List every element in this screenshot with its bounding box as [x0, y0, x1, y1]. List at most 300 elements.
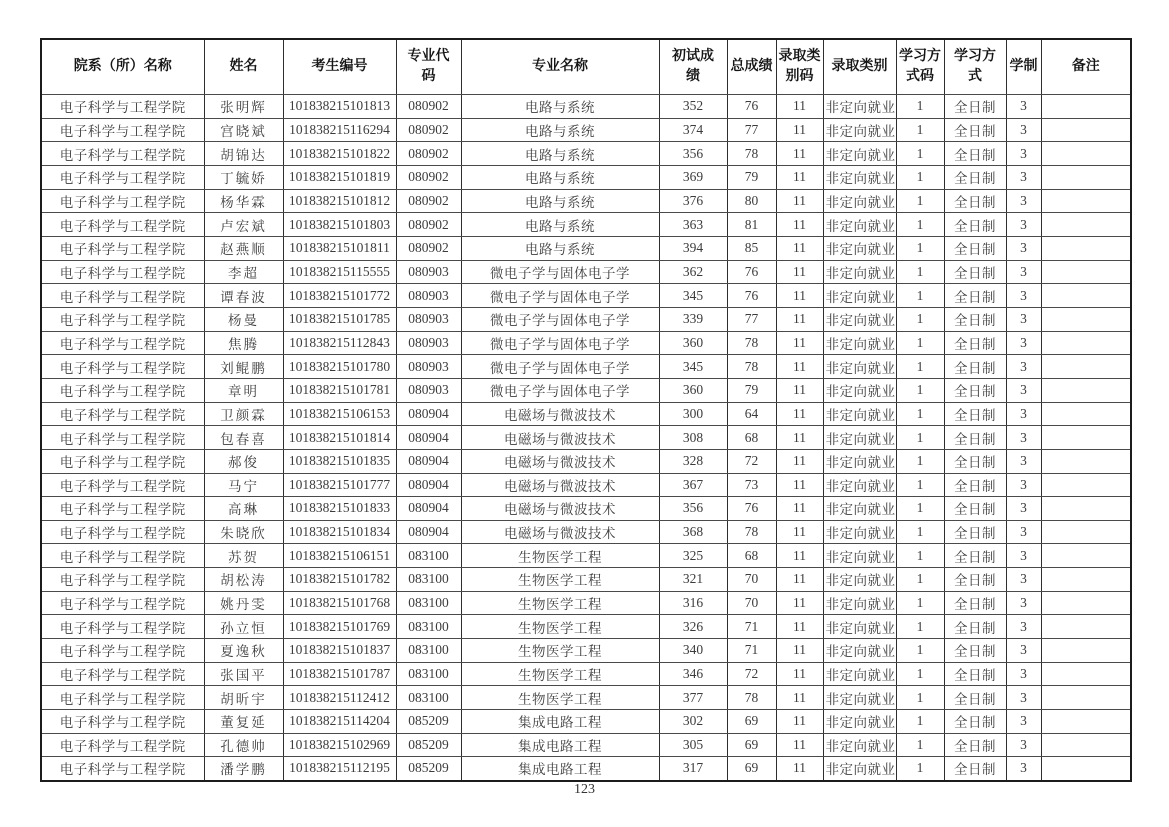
table-cell: 394	[659, 236, 727, 260]
table-cell: 64	[727, 402, 776, 426]
table-cell: 全日制	[944, 236, 1006, 260]
table-row	[41, 686, 1131, 710]
table-cell: 焦腾	[204, 331, 283, 355]
table-cell	[1041, 402, 1131, 426]
table-cell	[1041, 213, 1131, 237]
table-cell: 78	[727, 142, 776, 166]
table-row	[41, 378, 1131, 402]
table-cell: 1	[896, 757, 944, 781]
table-row	[41, 615, 1131, 639]
table-cell	[1041, 118, 1131, 142]
table-cell: 080902	[396, 213, 461, 237]
table-cell: 电路与系统	[461, 165, 659, 189]
table-cell: 电子科学与工程学院	[41, 213, 204, 237]
table-cell: 11	[776, 473, 823, 497]
table-cell: 苏贺	[204, 544, 283, 568]
table-row	[41, 591, 1131, 615]
table-cell: 非定向就业	[823, 544, 896, 568]
table-cell: 083100	[396, 662, 461, 686]
table-cell: 电路与系统	[461, 213, 659, 237]
column-header: 学习方式	[944, 39, 1006, 95]
table-cell: 1	[896, 142, 944, 166]
table-cell: 全日制	[944, 615, 1006, 639]
table-cell: 全日制	[944, 710, 1006, 734]
table-cell: 孔德帅	[204, 733, 283, 757]
table-cell: 101838215102969	[283, 733, 396, 757]
table-cell: 1	[896, 591, 944, 615]
table-cell	[1041, 520, 1131, 544]
table-cell: 电子科学与工程学院	[41, 165, 204, 189]
table-cell: 78	[727, 331, 776, 355]
table-cell: 11	[776, 544, 823, 568]
table-cell: 11	[776, 591, 823, 615]
table-cell: 3	[1006, 355, 1041, 379]
table-cell: 非定向就业	[823, 615, 896, 639]
table-cell: 电子科学与工程学院	[41, 568, 204, 592]
table-cell: 080902	[396, 95, 461, 119]
table-cell: 非定向就业	[823, 213, 896, 237]
table-cell: 080902	[396, 165, 461, 189]
table-cell: 电子科学与工程学院	[41, 591, 204, 615]
table-cell: 080904	[396, 449, 461, 473]
table-cell: 080902	[396, 236, 461, 260]
table-cell: 1	[896, 165, 944, 189]
table-cell: 全日制	[944, 189, 1006, 213]
table-cell: 电磁场与微波技术	[461, 497, 659, 521]
table-cell: 101838215112195	[283, 757, 396, 781]
table-cell: 101838215116294	[283, 118, 396, 142]
table-cell: 1	[896, 544, 944, 568]
table-cell: 3	[1006, 307, 1041, 331]
table-row	[41, 331, 1131, 355]
table-cell: 085209	[396, 710, 461, 734]
table-cell: 11	[776, 615, 823, 639]
table-cell: 全日制	[944, 568, 1006, 592]
table-cell: 11	[776, 331, 823, 355]
table-cell: 11	[776, 520, 823, 544]
table-cell: 76	[727, 284, 776, 308]
table-cell: 70	[727, 591, 776, 615]
table-cell: 11	[776, 426, 823, 450]
table-cell: 362	[659, 260, 727, 284]
table-cell: 微电子学与固体电子学	[461, 378, 659, 402]
table-cell: 杨华霖	[204, 189, 283, 213]
table-cell: 11	[776, 733, 823, 757]
table-cell: 1	[896, 378, 944, 402]
table-cell	[1041, 307, 1131, 331]
table-cell: 电磁场与微波技术	[461, 473, 659, 497]
table-cell: 101838215101781	[283, 378, 396, 402]
table-cell: 电路与系统	[461, 118, 659, 142]
table-cell: 11	[776, 165, 823, 189]
table-cell: 电子科学与工程学院	[41, 378, 204, 402]
table-cell: 电子科学与工程学院	[41, 733, 204, 757]
table-cell: 全日制	[944, 757, 1006, 781]
table-cell: 电子科学与工程学院	[41, 473, 204, 497]
table-cell: 非定向就业	[823, 142, 896, 166]
table-cell: 全日制	[944, 284, 1006, 308]
table-cell: 3	[1006, 284, 1041, 308]
table-cell: 全日制	[944, 331, 1006, 355]
table-cell: 377	[659, 686, 727, 710]
table-cell: 1	[896, 686, 944, 710]
table-cell: 72	[727, 449, 776, 473]
table-cell: 326	[659, 615, 727, 639]
table-cell: 夏逸秋	[204, 639, 283, 663]
table-cell: 张明辉	[204, 95, 283, 119]
table-cell	[1041, 355, 1131, 379]
table-cell: 3	[1006, 331, 1041, 355]
table-row	[41, 733, 1131, 757]
table-cell: 101838215101772	[283, 284, 396, 308]
table-row	[41, 307, 1131, 331]
table-cell: 1	[896, 260, 944, 284]
table-cell: 非定向就业	[823, 757, 896, 781]
table-cell: 328	[659, 449, 727, 473]
table-cell: 非定向就业	[823, 497, 896, 521]
table-cell: 微电子学与固体电子学	[461, 355, 659, 379]
table-cell: 3	[1006, 189, 1041, 213]
table-cell: 非定向就业	[823, 520, 896, 544]
table-cell: 3	[1006, 378, 1041, 402]
table-cell: 352	[659, 95, 727, 119]
table-row	[41, 142, 1131, 166]
table-cell: 3	[1006, 142, 1041, 166]
table-cell: 电路与系统	[461, 142, 659, 166]
table-cell: 345	[659, 284, 727, 308]
table-cell: 电子科学与工程学院	[41, 544, 204, 568]
table-cell: 电子科学与工程学院	[41, 710, 204, 734]
table-cell: 全日制	[944, 95, 1006, 119]
table-cell: 刘鲲鹏	[204, 355, 283, 379]
table-cell: 316	[659, 591, 727, 615]
table-cell: 1	[896, 520, 944, 544]
table-cell: 3	[1006, 95, 1041, 119]
table-cell: 潘学鹏	[204, 757, 283, 781]
table-cell: 3	[1006, 497, 1041, 521]
table-cell: 全日制	[944, 426, 1006, 450]
table-row	[41, 710, 1131, 734]
table-cell: 非定向就业	[823, 568, 896, 592]
table-cell: 全日制	[944, 639, 1006, 663]
table-cell: 3	[1006, 686, 1041, 710]
table-row	[41, 402, 1131, 426]
table-cell: 电子科学与工程学院	[41, 426, 204, 450]
table-cell: 11	[776, 355, 823, 379]
table-cell: 电子科学与工程学院	[41, 95, 204, 119]
table-row	[41, 639, 1131, 663]
table-cell: 非定向就业	[823, 378, 896, 402]
table-cell: 全日制	[944, 497, 1006, 521]
table-cell: 76	[727, 497, 776, 521]
table-cell: 非定向就业	[823, 733, 896, 757]
table-cell: 11	[776, 142, 823, 166]
table-cell: 356	[659, 142, 727, 166]
table-cell: 卢宏斌	[204, 213, 283, 237]
table-cell: 11	[776, 449, 823, 473]
table-cell: 3	[1006, 213, 1041, 237]
table-cell: 3	[1006, 591, 1041, 615]
table-row	[41, 568, 1131, 592]
table-cell: 101838215101787	[283, 662, 396, 686]
table-cell: 080903	[396, 284, 461, 308]
table-cell: 1	[896, 213, 944, 237]
table-cell: 3	[1006, 639, 1041, 663]
table-cell: 生物医学工程	[461, 591, 659, 615]
table-cell: 全日制	[944, 520, 1006, 544]
table-cell: 非定向就业	[823, 165, 896, 189]
table-cell: 360	[659, 378, 727, 402]
table-cell: 083100	[396, 544, 461, 568]
table-cell: 电磁场与微波技术	[461, 449, 659, 473]
table-cell: 1	[896, 331, 944, 355]
table-cell: 全日制	[944, 142, 1006, 166]
table-cell: 1	[896, 118, 944, 142]
table-row	[41, 213, 1131, 237]
table-cell: 3	[1006, 520, 1041, 544]
table-cell: 101838215115555	[283, 260, 396, 284]
table-cell: 101838215101819	[283, 165, 396, 189]
table-cell: 非定向就业	[823, 118, 896, 142]
table-cell: 微电子学与固体电子学	[461, 331, 659, 355]
table-cell	[1041, 591, 1131, 615]
table-cell: 72	[727, 662, 776, 686]
table-cell: 1	[896, 284, 944, 308]
table-body	[41, 95, 1131, 781]
table-cell: 1	[896, 189, 944, 213]
table-cell: 101838215101780	[283, 355, 396, 379]
table-cell	[1041, 260, 1131, 284]
table-cell: 全日制	[944, 449, 1006, 473]
table-cell: 电子科学与工程学院	[41, 260, 204, 284]
table-row	[41, 189, 1131, 213]
table-cell: 69	[727, 733, 776, 757]
table-cell: 101838215101822	[283, 142, 396, 166]
table-cell: 1	[896, 710, 944, 734]
table-cell: 11	[776, 118, 823, 142]
admissions-table-sheet	[40, 38, 1130, 782]
table-row	[41, 544, 1131, 568]
table-cell: 080904	[396, 520, 461, 544]
table-cell	[1041, 378, 1131, 402]
table-cell: 1	[896, 639, 944, 663]
table-cell: 电磁场与微波技术	[461, 426, 659, 450]
table-cell: 11	[776, 402, 823, 426]
table-cell: 080903	[396, 378, 461, 402]
column-header: 学习方式码	[896, 39, 944, 95]
table-cell: 11	[776, 307, 823, 331]
table-cell: 302	[659, 710, 727, 734]
table-cell: 微电子学与固体电子学	[461, 284, 659, 308]
table-cell: 非定向就业	[823, 95, 896, 119]
table-cell: 77	[727, 118, 776, 142]
table-cell: 全日制	[944, 118, 1006, 142]
table-cell: 080902	[396, 118, 461, 142]
table-cell: 367	[659, 473, 727, 497]
table-cell: 78	[727, 520, 776, 544]
table-cell: 101838215101811	[283, 236, 396, 260]
table-cell: 345	[659, 355, 727, 379]
table-cell: 083100	[396, 686, 461, 710]
table-cell: 101838215106153	[283, 402, 396, 426]
table-cell: 电路与系统	[461, 236, 659, 260]
table-cell: 3	[1006, 449, 1041, 473]
table-cell	[1041, 662, 1131, 686]
table-cell: 非定向就业	[823, 449, 896, 473]
column-header: 考生编号	[283, 39, 396, 95]
table-cell: 集成电路工程	[461, 757, 659, 781]
table-row	[41, 473, 1131, 497]
page-number: 123	[574, 782, 595, 797]
table-cell: 高琳	[204, 497, 283, 521]
table-cell: 生物医学工程	[461, 544, 659, 568]
table-cell	[1041, 568, 1131, 592]
table-cell	[1041, 615, 1131, 639]
table-cell: 1	[896, 236, 944, 260]
table-cell: 电子科学与工程学院	[41, 686, 204, 710]
column-header: 院系（所）名称	[41, 39, 204, 95]
table-cell: 101838215101833	[283, 497, 396, 521]
table-cell: 电子科学与工程学院	[41, 355, 204, 379]
table-cell: 101838215114204	[283, 710, 396, 734]
table-cell: 1	[896, 568, 944, 592]
column-header: 录取类别	[823, 39, 896, 95]
table-cell: 3	[1006, 118, 1041, 142]
table-cell: 085209	[396, 757, 461, 781]
table-cell: 赵燕顺	[204, 236, 283, 260]
table-cell: 71	[727, 639, 776, 663]
table-cell: 胡昕宇	[204, 686, 283, 710]
column-header: 备注	[1041, 39, 1131, 95]
table-cell: 宫晓斌	[204, 118, 283, 142]
table-cell: 电子科学与工程学院	[41, 284, 204, 308]
column-header: 录取类别码	[776, 39, 823, 95]
table-cell: 电子科学与工程学院	[41, 757, 204, 781]
table-cell: 325	[659, 544, 727, 568]
table-cell: 11	[776, 757, 823, 781]
table-cell: 78	[727, 686, 776, 710]
table-cell: 101838215101777	[283, 473, 396, 497]
table-cell: 356	[659, 497, 727, 521]
table-cell	[1041, 165, 1131, 189]
table-cell: 080903	[396, 331, 461, 355]
table-cell: 全日制	[944, 355, 1006, 379]
table-cell: 非定向就业	[823, 331, 896, 355]
table-cell: 微电子学与固体电子学	[461, 307, 659, 331]
table-cell: 11	[776, 284, 823, 308]
table-cell: 340	[659, 639, 727, 663]
table-cell	[1041, 473, 1131, 497]
table-row	[41, 95, 1131, 119]
table-cell: 全日制	[944, 591, 1006, 615]
table-cell: 368	[659, 520, 727, 544]
table-cell: 郝俊	[204, 449, 283, 473]
table-cell: 3	[1006, 236, 1041, 260]
table-cell: 11	[776, 95, 823, 119]
admissions-table	[40, 38, 1132, 782]
table-row	[41, 426, 1131, 450]
table-cell: 080904	[396, 473, 461, 497]
table-cell: 全日制	[944, 165, 1006, 189]
table-cell: 非定向就业	[823, 591, 896, 615]
table-cell: 3	[1006, 402, 1041, 426]
table-cell: 电子科学与工程学院	[41, 520, 204, 544]
table-cell: 083100	[396, 568, 461, 592]
table-cell: 电子科学与工程学院	[41, 189, 204, 213]
table-cell: 101838215101835	[283, 449, 396, 473]
table-cell: 董复延	[204, 710, 283, 734]
table-cell: 1	[896, 426, 944, 450]
table-cell: 083100	[396, 615, 461, 639]
table-cell: 非定向就业	[823, 260, 896, 284]
table-cell: 章明	[204, 378, 283, 402]
table-cell: 全日制	[944, 686, 1006, 710]
table-cell: 非定向就业	[823, 639, 896, 663]
table-cell: 非定向就业	[823, 426, 896, 450]
table-cell: 369	[659, 165, 727, 189]
table-cell: 全日制	[944, 213, 1006, 237]
table-cell: 全日制	[944, 260, 1006, 284]
table-row	[41, 236, 1131, 260]
table-cell: 083100	[396, 639, 461, 663]
table-cell: 电子科学与工程学院	[41, 118, 204, 142]
table-cell: 101838215106151	[283, 544, 396, 568]
table-cell: 69	[727, 757, 776, 781]
table-cell: 11	[776, 378, 823, 402]
table-cell	[1041, 686, 1131, 710]
table-cell: 79	[727, 378, 776, 402]
table-cell: 全日制	[944, 544, 1006, 568]
table-cell: 全日制	[944, 378, 1006, 402]
table-cell: 305	[659, 733, 727, 757]
table-cell: 姚丹雯	[204, 591, 283, 615]
table-cell: 080902	[396, 142, 461, 166]
table-cell: 11	[776, 497, 823, 521]
table-cell: 1	[896, 95, 944, 119]
table-cell: 101838215101803	[283, 213, 396, 237]
table-cell: 非定向就业	[823, 473, 896, 497]
table-cell: 080903	[396, 307, 461, 331]
table-cell: 1	[896, 307, 944, 331]
table-cell: 71	[727, 615, 776, 639]
table-cell: 101838215112843	[283, 331, 396, 355]
table-cell	[1041, 449, 1131, 473]
table-cell: 1	[896, 449, 944, 473]
table-cell: 11	[776, 213, 823, 237]
table-cell: 3	[1006, 544, 1041, 568]
table-cell	[1041, 733, 1131, 757]
table-header	[41, 39, 1131, 95]
table-cell	[1041, 284, 1131, 308]
table-cell: 全日制	[944, 733, 1006, 757]
table-cell: 电子科学与工程学院	[41, 497, 204, 521]
column-header: 总成绩	[727, 39, 776, 95]
table-cell: 3	[1006, 662, 1041, 686]
table-cell: 3	[1006, 165, 1041, 189]
table-cell: 11	[776, 710, 823, 734]
table-cell: 101838215101814	[283, 426, 396, 450]
table-row	[41, 757, 1131, 781]
table-cell: 11	[776, 189, 823, 213]
table-cell: 363	[659, 213, 727, 237]
table-cell: 101838215101834	[283, 520, 396, 544]
column-header: 专业名称	[461, 39, 659, 95]
table-cell: 79	[727, 165, 776, 189]
table-cell: 1	[896, 402, 944, 426]
table-cell: 080902	[396, 189, 461, 213]
table-cell: 电子科学与工程学院	[41, 402, 204, 426]
table-cell	[1041, 544, 1131, 568]
